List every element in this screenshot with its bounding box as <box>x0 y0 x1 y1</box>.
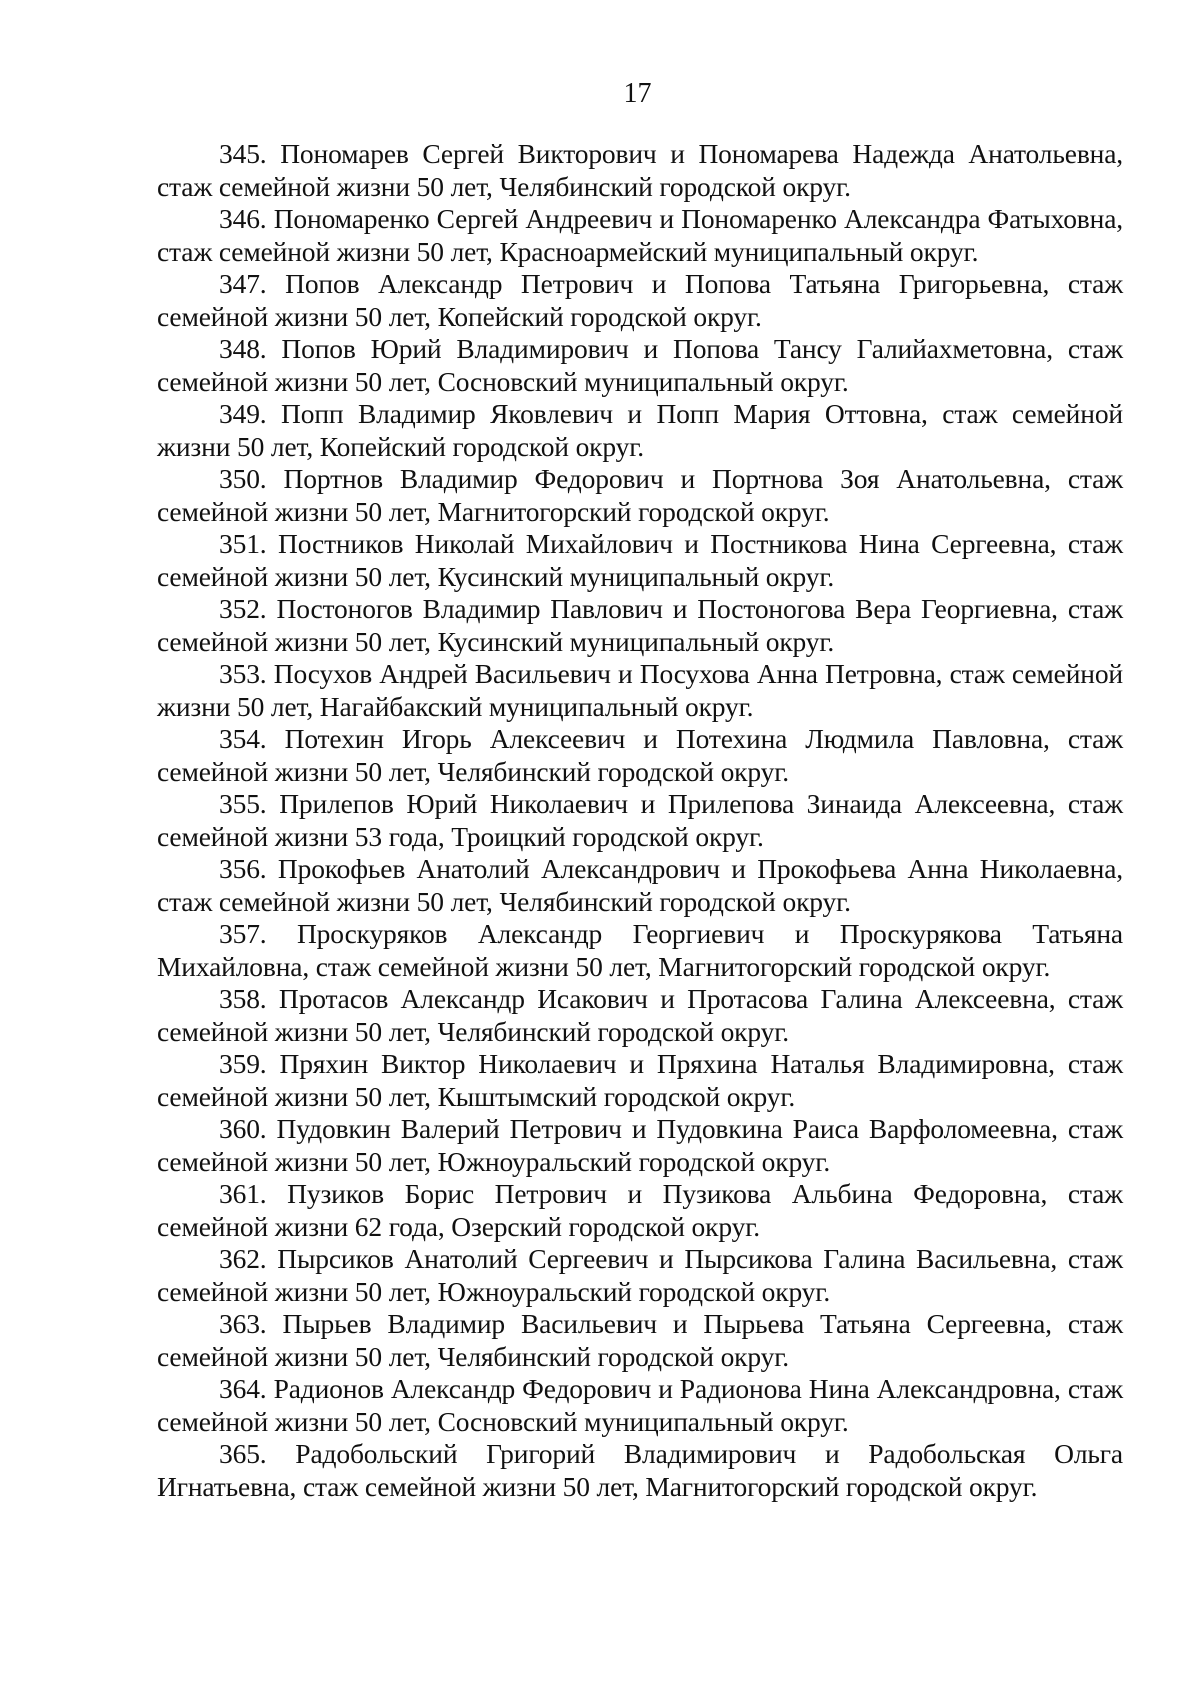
item-number: 360. <box>219 1113 267 1144</box>
list-item <box>157 1178 1123 1243</box>
list-item <box>157 983 1123 1048</box>
item-number: 363. <box>219 1308 267 1339</box>
list-item <box>157 398 1123 463</box>
item-number: 350. <box>219 463 267 494</box>
item-text: Пудовкин Валерий Петрович и Пудовкина Раиса Варфоломеевна, стаж семейной жизни 50 лет, Южноуральский городской округ. <box>157 1113 1124 1177</box>
award-list <box>157 138 1123 1503</box>
list-item <box>157 1243 1123 1308</box>
item-number: 355. <box>219 788 267 819</box>
item-text: Потехин Игорь Алексеевич и Потехина Людмила Павловна, стаж семейной жизни 50 лет, Челябинский городской округ. <box>157 723 1123 787</box>
list-item <box>157 593 1123 658</box>
item-text: Протасов Александр Исакович и Протасова Галина Алексеевна, стаж семейной жизни 50 лет, Челябинский городской округ. <box>157 983 1123 1047</box>
list-item <box>157 1308 1123 1373</box>
item-text: Пырьев Владимир Васильевич и Пырьева Татьяна Сергеевна, стаж семейной жизни 50 лет, Челябинский городской округ. <box>157 1308 1123 1372</box>
item-number: 365. <box>219 1438 267 1469</box>
item-number: 348. <box>219 333 267 364</box>
list-item <box>157 1373 1123 1438</box>
item-text: Попов Юрий Владимирович и Попова Тансу Галийахметовна, стаж семейной жизни 50 лет, Сосновский муниципальный округ. <box>157 333 1123 397</box>
page-number: 17 <box>623 78 652 109</box>
item-number: 358. <box>219 983 267 1014</box>
item-number: 364. <box>219 1373 267 1404</box>
list-item <box>157 138 1123 203</box>
item-number: 357. <box>219 918 267 949</box>
list-item <box>157 853 1123 918</box>
item-text: Пономаренко Сергей Андреевич и Пономаренко Александра Фатыховна, стаж семейной жизни 50 лет, Красноармейский муниципальный округ. <box>157 203 1123 267</box>
item-number: 359. <box>219 1048 267 1079</box>
list-item <box>157 528 1123 593</box>
item-number: 351. <box>219 528 267 559</box>
item-text: Прилепов Юрий Николаевич и Прилепова Зинаида Алексеевна, стаж семейной жизни 53 года, Троицкий городской округ. <box>157 788 1123 852</box>
item-text: Проскуряков Александр Георгиевич и Проскурякова Татьяна Михайловна, стаж семейной жизни 50 лет, Магнитогорский городской округ. <box>157 918 1123 982</box>
item-text: Прокофьев Анатолий Александрович и Прокофьева Анна Николаевна, стаж семейной жизни 50 лет, Челябинский городской округ. <box>157 853 1123 917</box>
list-item <box>157 333 1123 398</box>
item-text: Постников Николай Михайлович и Постникова Нина Сергеевна, стаж семейной жизни 50 лет, Кусинский муниципальный округ. <box>157 528 1123 592</box>
list-item <box>157 463 1123 528</box>
list-item <box>157 658 1123 723</box>
item-number: 356. <box>219 853 267 884</box>
item-text: Пузиков Борис Петрович и Пузикова Альбина Федоровна, стаж семейной жизни 62 года, Озерский городской округ. <box>157 1178 1123 1242</box>
item-text: Радионов Александр Федорович и Радионова Нина Александровна, стаж семейной жизни 50 лет, Сосновский муниципальный округ. <box>157 1373 1123 1437</box>
item-number: 361. <box>219 1178 267 1209</box>
list-item <box>157 1113 1123 1178</box>
list-item <box>157 1048 1123 1113</box>
list-item <box>157 203 1123 268</box>
list-item <box>157 918 1123 983</box>
item-number: 353. <box>219 658 267 689</box>
item-text: Пырсиков Анатолий Сергеевич и Пырсикова Галина Васильевна, стаж семейной жизни 50 лет, Южноуральский городской округ. <box>157 1243 1123 1307</box>
item-text: Радобольский Григорий Владимирович и Радобольская Ольга Игнатьевна, стаж семейной жизни 50 лет, Магнитогорский городской округ. <box>157 1438 1123 1502</box>
item-number: 346. <box>219 203 267 234</box>
item-text: Попп Владимир Яковлевич и Попп Мария Оттовна, стаж семейной жизни 50 лет, Копейский городской округ. <box>157 398 1123 462</box>
item-text: Портнов Владимир Федорович и Портнова Зоя Анатольевна, стаж семейной жизни 50 лет, Магнитогорский городской округ. <box>157 463 1123 527</box>
item-number: 347. <box>219 268 267 299</box>
item-number: 354. <box>219 723 267 754</box>
list-item <box>157 723 1123 788</box>
item-text: Постоногов Владимир Павлович и Постоногова Вера Георгиевна, стаж семейной жизни 50 лет, Кусинский муниципальный округ. <box>157 593 1123 657</box>
item-number: 349. <box>219 398 267 429</box>
item-text: Пряхин Виктор Николаевич и Пряхина Наталья Владимировна, стаж семейной жизни 50 лет, Кыштымский городской округ. <box>157 1048 1123 1112</box>
list-item <box>157 1438 1123 1503</box>
item-text: Пономарев Сергей Викторович и Пономарева Надежда Анатольевна, стаж семейной жизни 50 лет, Челябинский городской округ. <box>157 138 1123 202</box>
item-number: 352. <box>219 593 267 624</box>
item-number: 362. <box>219 1243 267 1274</box>
item-text: Посухов Андрей Васильевич и Посухова Анна Петровна, стаж семейной жизни 50 лет, Нагайбакский муниципальный округ. <box>157 658 1123 722</box>
item-text: Попов Александр Петрович и Попова Татьяна Григорьевна, стаж семейной жизни 50 лет, Копейский городской округ. <box>157 268 1123 332</box>
list-item <box>157 268 1123 333</box>
list-item <box>157 788 1123 853</box>
item-number: 345. <box>219 138 267 169</box>
